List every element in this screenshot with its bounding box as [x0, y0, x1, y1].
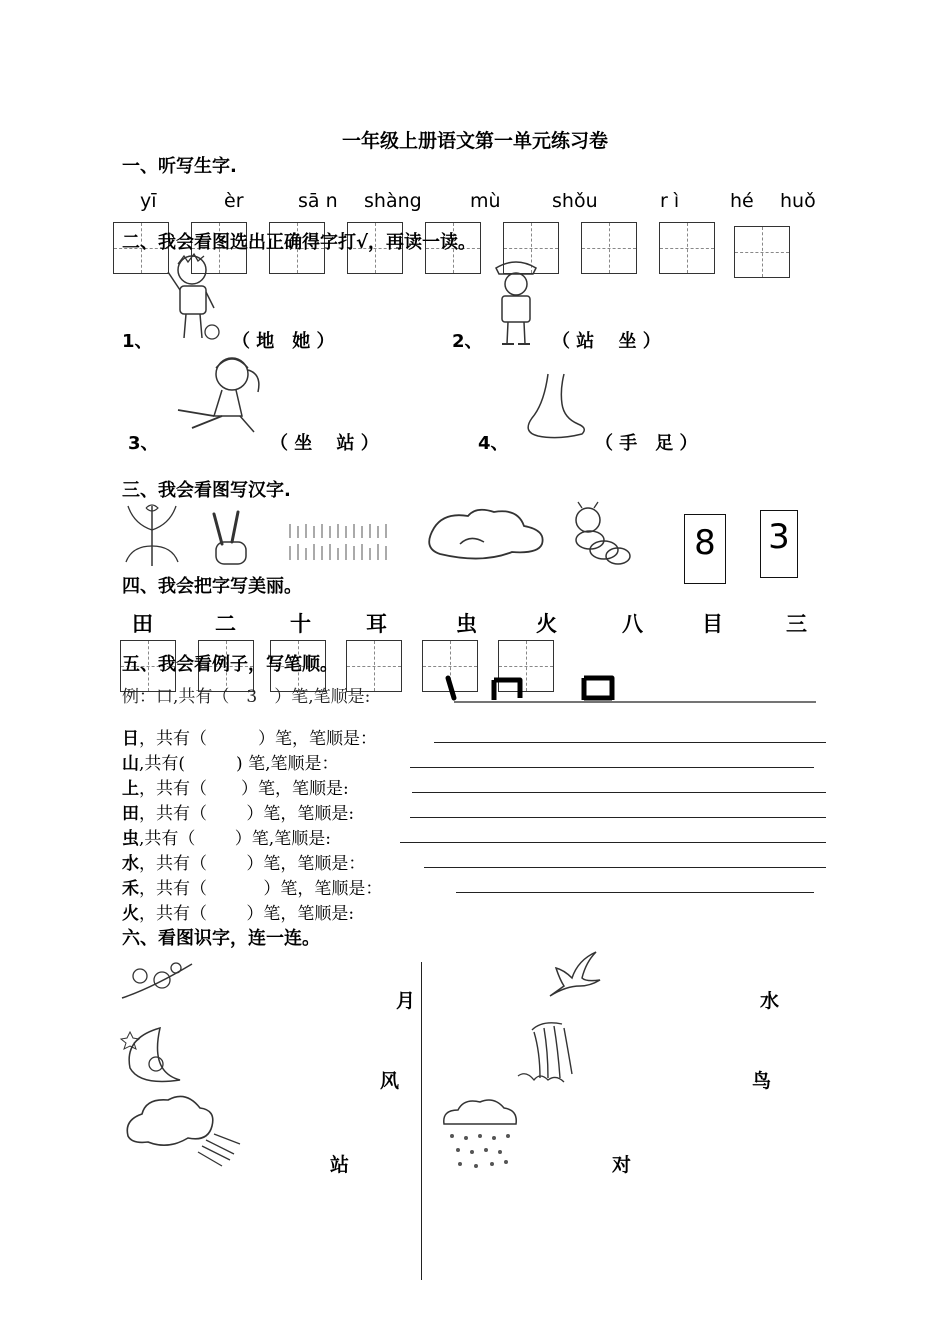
choice-2-options[interactable]: （ 站 坐 ）: [552, 331, 661, 352]
pinyin-2: sā n: [298, 190, 338, 212]
practice-char: 目: [702, 611, 723, 636]
match-char-left[interactable]: 风: [380, 1070, 400, 1092]
answer-line[interactable]: [400, 842, 826, 843]
choice-3-options[interactable]: （ 坐 站 ）: [270, 433, 379, 454]
match-char-right[interactable]: 对: [612, 1154, 632, 1176]
pinyin-7: hé: [730, 190, 754, 212]
practice-char: 耳: [366, 611, 387, 636]
answer-line[interactable]: [424, 867, 826, 868]
writing-grid[interactable]: [734, 226, 790, 278]
field-seedlings-picture: [284, 520, 394, 566]
section-4-heading: 四、我会把字写美丽。: [122, 576, 302, 597]
stroke-row-huo: 火，共有（ ）笔，笔顺是:: [122, 904, 355, 924]
choice-3-number: 3、: [128, 433, 159, 454]
answer-line[interactable]: [434, 742, 826, 743]
section-2-heading: 二、我会看图选出正确得字打√，再读一读。: [122, 232, 477, 253]
answer-line[interactable]: [456, 892, 814, 893]
writing-grid[interactable]: [581, 222, 637, 274]
stroke-row-shan: 山,共有( ) 笔,笔顺是：: [122, 754, 339, 774]
pinyin-4: mù: [470, 190, 501, 212]
match-char-right[interactable]: 鸟: [752, 1070, 772, 1092]
practice-char: 三: [786, 611, 807, 636]
practice-char: 田: [132, 611, 153, 636]
stroke-row-shui: 水，共有（ ）笔，笔顺是：: [122, 854, 366, 874]
rice-plant-picture: [122, 500, 182, 568]
writing-grid[interactable]: [659, 222, 715, 274]
stroke-row-tian: 田，共有（ ）笔，笔顺是:: [122, 804, 355, 824]
pinyin-5: shǒu: [552, 190, 598, 212]
foot-picture: [520, 370, 590, 442]
choice-4-number: 4、: [478, 433, 509, 454]
column-divider: [421, 962, 422, 1280]
example-stroke-order: [444, 670, 816, 704]
choice-4-options[interactable]: （ 手 足 ）: [595, 433, 698, 454]
choice-1-options[interactable]: （ 地 她 ）: [232, 331, 335, 352]
match-char-right[interactable]: 水: [760, 990, 780, 1012]
practice-char: 虫: [456, 611, 477, 636]
number-box: 3: [760, 510, 798, 578]
sitting-girl-picture: [170, 352, 270, 440]
section-6-heading: 六、看图识字，连一连。: [122, 928, 320, 949]
waterfall-picture: [514, 1018, 582, 1088]
section-3-heading: 三、我会看图写汉字.: [122, 480, 291, 501]
stroke-row-he: 禾，共有（ ）笔，笔顺是：: [122, 879, 383, 899]
stroke-row-shang: 上，共有（ ）笔，笔顺是:: [122, 779, 349, 799]
practice-char: 二: [215, 611, 236, 636]
answer-line[interactable]: [410, 767, 814, 768]
pinyin-3: shàng: [364, 190, 422, 212]
stroke-row-chong: 虫,共有（ ）笔,笔顺是:: [122, 829, 331, 849]
cloud-picture: [420, 506, 550, 572]
flower-branch-picture: [118, 958, 198, 1004]
pinyin-0: yī: [140, 190, 157, 212]
choice-2-number: 2、: [452, 331, 483, 352]
pinyin-6: r ì: [660, 190, 680, 212]
caterpillar-picture: [568, 504, 634, 568]
answer-line[interactable]: [412, 792, 826, 793]
moon-bear-picture: [120, 1024, 200, 1086]
choice-1-number: 1、: [122, 331, 153, 352]
match-char-left[interactable]: 站: [330, 1154, 350, 1176]
answer-line[interactable]: [410, 817, 826, 818]
rain-cloud-picture: [438, 1100, 520, 1170]
match-char-left[interactable]: 月: [396, 990, 416, 1012]
practice-char: 八: [622, 611, 643, 636]
boy-with-ball-picture: [160, 250, 230, 345]
bird-picture: [546, 950, 606, 1002]
two-fingers-hand-picture: [208, 508, 254, 570]
pinyin-1: èr: [224, 190, 244, 212]
practice-char: 十: [290, 611, 311, 636]
page-title: 一年级上册语文第一单元练习卷: [341, 130, 608, 152]
pinyin-8: huǒ: [780, 190, 816, 212]
section-5-heading: 五、我会看例子，写笔顺。: [122, 654, 338, 675]
section-1-heading: 一、听写生字.: [122, 156, 237, 177]
police-boy-picture: [486, 258, 546, 350]
wind-cloud-picture: [122, 1096, 246, 1168]
number-box: 8: [684, 514, 726, 584]
practice-char: 火: [536, 611, 557, 636]
stroke-row-ri: 日，共有（ ）笔，笔顺是：: [122, 729, 377, 749]
example-text: 例：口,共有（ 3 ）笔,笔顺是:: [122, 687, 371, 707]
